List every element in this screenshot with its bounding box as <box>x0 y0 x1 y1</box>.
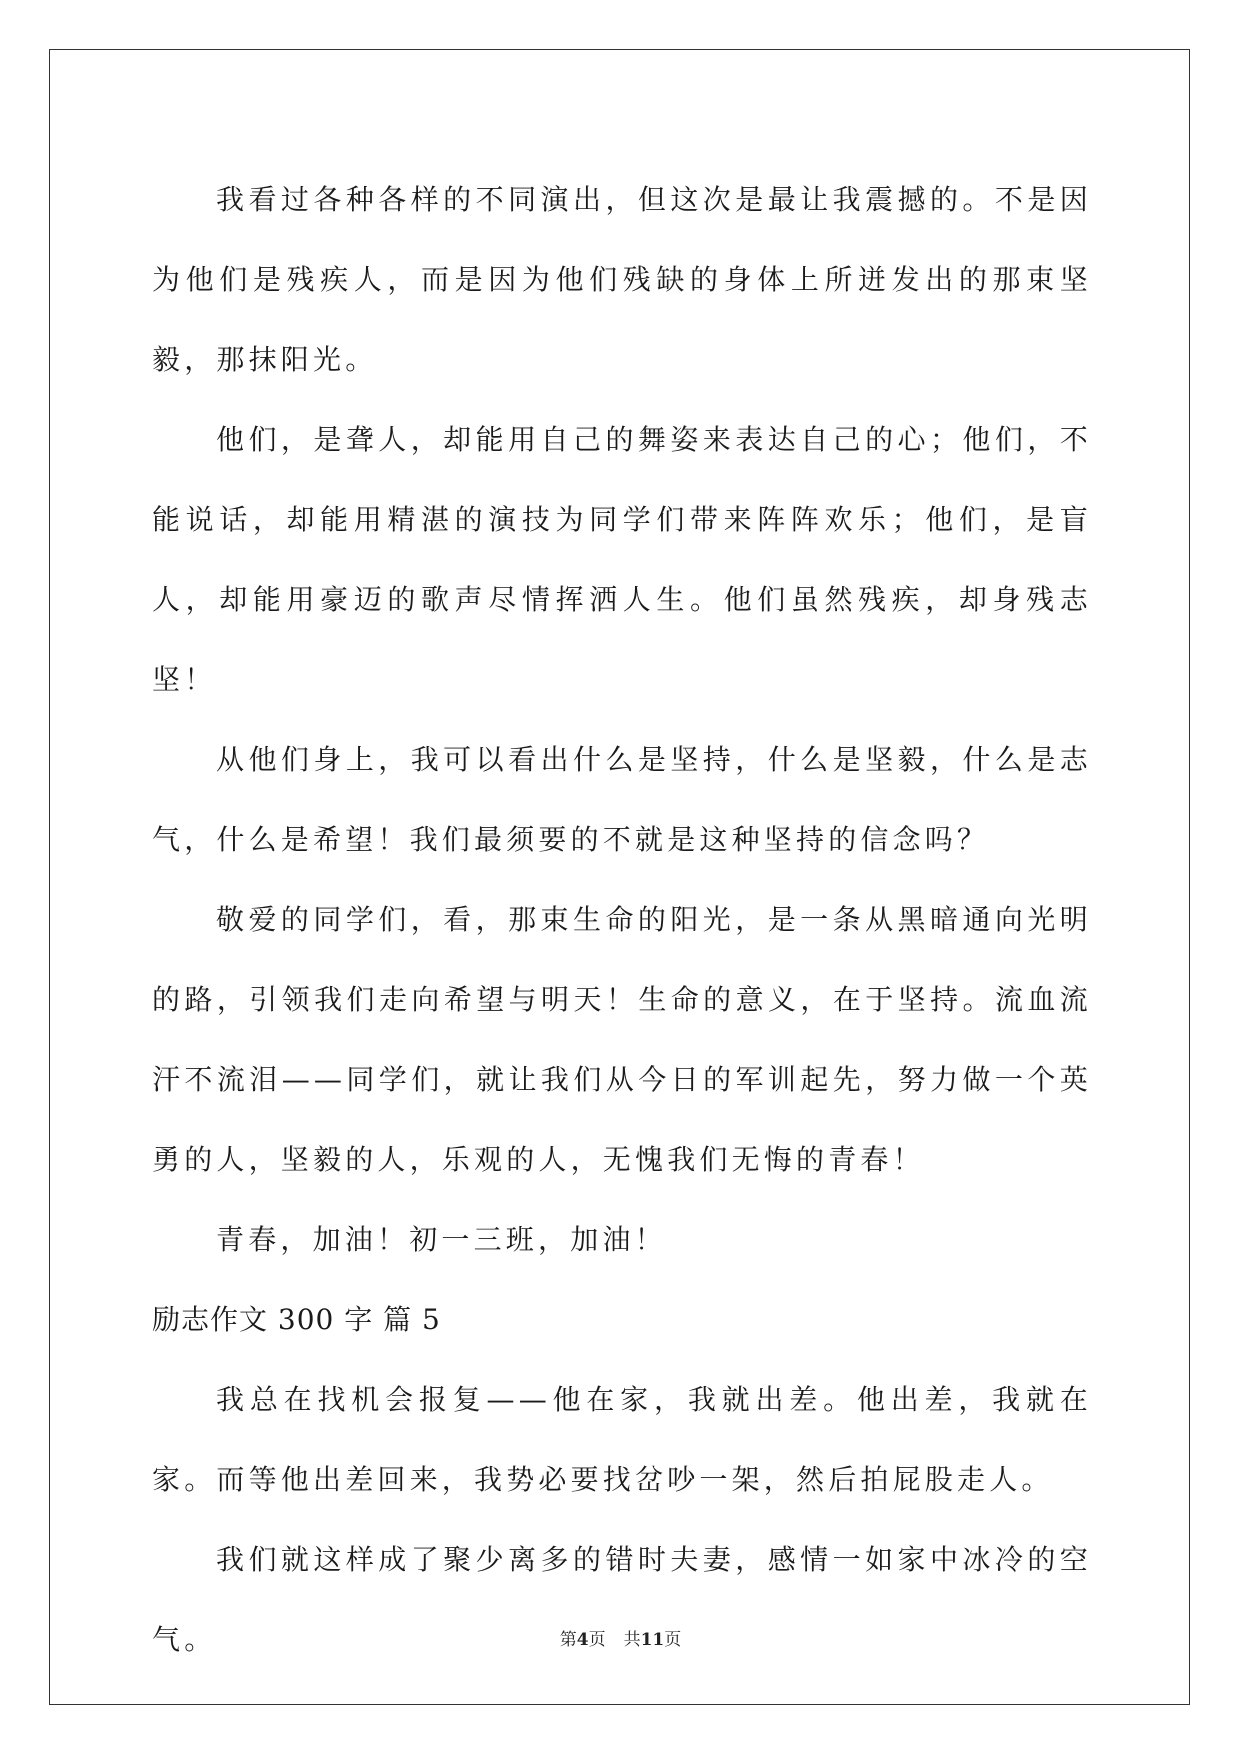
document-body <box>152 160 1092 1680</box>
footer-page-number: 4 <box>576 1630 589 1650</box>
paragraph: 从他们身上，我可以看出什么是坚持，什么是坚毅，什么是志气，什么是希望！我们最须要的不就是这种坚持的信念吗？ <box>152 743 1092 856</box>
paragraph: 我总在找机会报复——他在家，我就出差。他出差，我就在家。而等他出差回来，我势必要找岔吵一架，然后拍屁股走人。 <box>152 1383 1092 1496</box>
footer-total-prefix: 共 <box>623 1630 641 1650</box>
paragraph: 我们就这样成了聚少离多的错时夫妻，感情一如家中冰冷的空气。 <box>152 1543 1092 1656</box>
footer-total-suffix: 页 <box>664 1630 682 1650</box>
paragraph: 他们，是聋人，却能用自己的舞姿来表达自己的心；他们，不能说话，却能用精湛的演技为同学们带来阵阵欢乐；他们，是盲人，却能用豪迈的歌声尽情挥洒人生。他们虽然残疾，却身残志坚！ <box>152 423 1092 696</box>
footer-total-pages: 11 <box>640 1630 665 1650</box>
footer-page-suffix: 页 <box>588 1630 606 1650</box>
paragraph: 青春，加油！初一三班，加油！ <box>216 1223 667 1256</box>
paragraph: 我看过各种各样的不同演出，但这次是最让我震撼的。不是因为他们是残疾人，而是因为他们残缺的身体上所迸发出的那束坚毅，那抹阳光。 <box>152 183 1092 376</box>
footer-prefix: 第 <box>559 1630 577 1650</box>
section-heading: 励志作文 300 字 篇 5 <box>152 1303 441 1336</box>
page-footer <box>0 1625 1241 1650</box>
paragraph: 敬爱的同学们，看，那束生命的阳光，是一条从黑暗通向光明的路，引领我们走向希望与明天！生命的意义，在于坚持。流血流汗不流泪——同学们，就让我们从今日的军训起先，努力做一个英勇的人，坚毅的人，乐观的人，无愧我们无悔的青春！ <box>152 903 1092 1176</box>
